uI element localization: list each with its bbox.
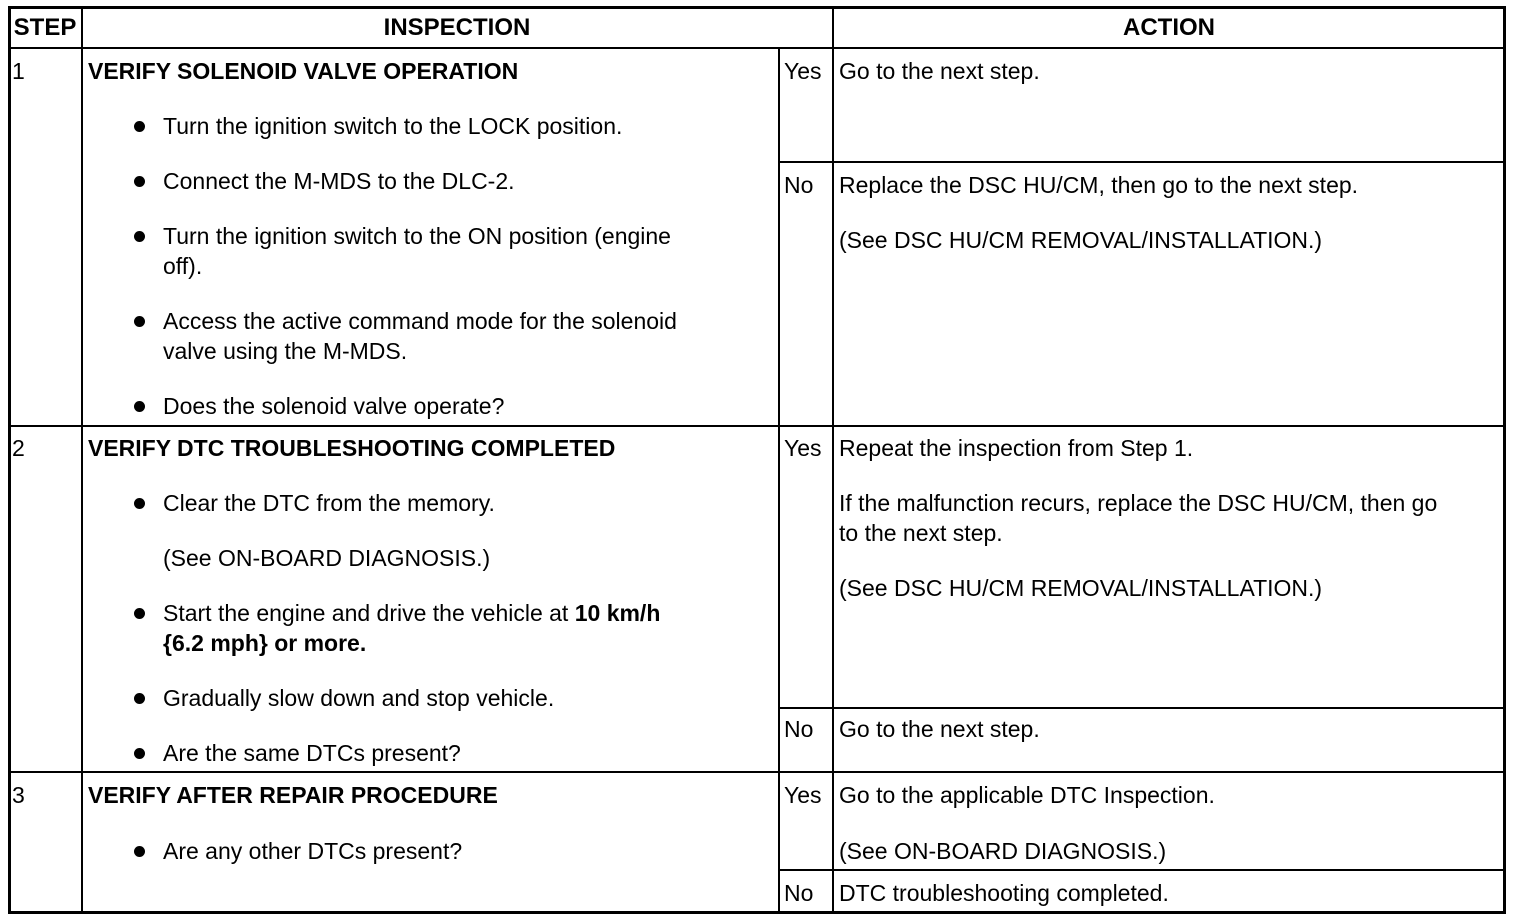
yes-action: Go to the applicable DTC Inspection. [839, 782, 1215, 808]
step-title: VERIFY SOLENOID VALVE OPERATION [88, 58, 519, 84]
yes-no-col-divider [778, 47, 780, 914]
bullet-icon [134, 498, 145, 509]
inspection-item-continued: off). [163, 253, 203, 279]
bullet-icon [134, 121, 145, 132]
header-inspection: INSPECTION [383, 14, 531, 41]
inspection-action-divider [832, 6, 834, 914]
yes-label: Yes [784, 782, 822, 808]
header-step: STEP [13, 14, 77, 41]
bullet-icon [134, 608, 145, 619]
header-divider [8, 47, 1506, 49]
bullet-icon [134, 748, 145, 759]
step-number: 2 [12, 435, 25, 461]
header-action: ACTION [1123, 14, 1215, 41]
inspection-item: Clear the DTC from the memory. [163, 490, 495, 516]
row3-yes-no-divider [778, 869, 1506, 871]
yes-label: Yes [784, 58, 822, 84]
bullet-icon [134, 316, 145, 327]
step-number: 1 [12, 58, 25, 84]
inspection-item: Does the solenoid valve operate? [163, 393, 505, 419]
row2-divider [8, 771, 1506, 773]
no-label: No [784, 716, 814, 742]
speed-value-continued: {6.2 mph} or more. [163, 630, 367, 656]
step-title: VERIFY DTC TROUBLESHOOTING COMPLETED [88, 435, 616, 461]
speed-value: 10 km/h [574, 600, 661, 626]
bullet-icon [134, 231, 145, 242]
inspection-item [163, 598, 660, 628]
inspection-item-continued: valve using the M-MDS. [163, 338, 408, 364]
inspection-item: Are any other DTCs present? [163, 838, 463, 864]
yes-action: If the malfunction recurs, replace the DSC HU/CM, then go [839, 490, 1438, 516]
yes-label: Yes [784, 435, 822, 461]
step-number: 3 [12, 782, 25, 808]
yes-action: Repeat the inspection from Step 1. [839, 435, 1194, 461]
no-label: No [784, 880, 814, 906]
bullet-icon [134, 401, 145, 412]
row1-divider [8, 425, 1506, 427]
yes-action-reference: (See DSC HU/CM REMOVAL/INSTALLATION.) [839, 575, 1323, 601]
step-col-divider [81, 6, 83, 914]
no-label: No [784, 172, 814, 198]
inspection-item: Access the active command mode for the solenoid [163, 308, 677, 334]
inspection-reference: (See ON-BOARD DIAGNOSIS.) [163, 545, 491, 571]
no-action: DTC troubleshooting completed. [839, 880, 1169, 906]
inspection-item: Gradually slow down and stop vehicle. [163, 685, 555, 711]
inspection-item: Are the same DTCs present? [163, 740, 461, 766]
yes-action: Go to the next step. [839, 58, 1040, 84]
yes-action-reference: (See ON-BOARD DIAGNOSIS.) [839, 838, 1167, 864]
inspection-item: Turn the ignition switch to the LOCK position. [163, 113, 623, 139]
no-action-reference: (See DSC HU/CM REMOVAL/INSTALLATION.) [839, 227, 1323, 253]
row1-yes-no-divider [778, 161, 1506, 163]
inspection-item: Turn the ignition switch to the ON position (engine [163, 223, 671, 249]
bullet-icon [134, 176, 145, 187]
step-title: VERIFY AFTER REPAIR PROCEDURE [88, 782, 498, 808]
no-action: Go to the next step. [839, 716, 1040, 742]
bullet-icon [134, 693, 145, 704]
row2-yes-no-divider [778, 707, 1506, 709]
inspection-item: Connect the M-MDS to the DLC-2. [163, 168, 515, 194]
inspection-item-text: Start the engine and drive the vehicle at [163, 600, 569, 626]
bullet-icon [134, 846, 145, 857]
no-action: Replace the DSC HU/CM, then go to the next step. [839, 172, 1359, 198]
yes-action-continued: to the next step. [839, 520, 1003, 546]
